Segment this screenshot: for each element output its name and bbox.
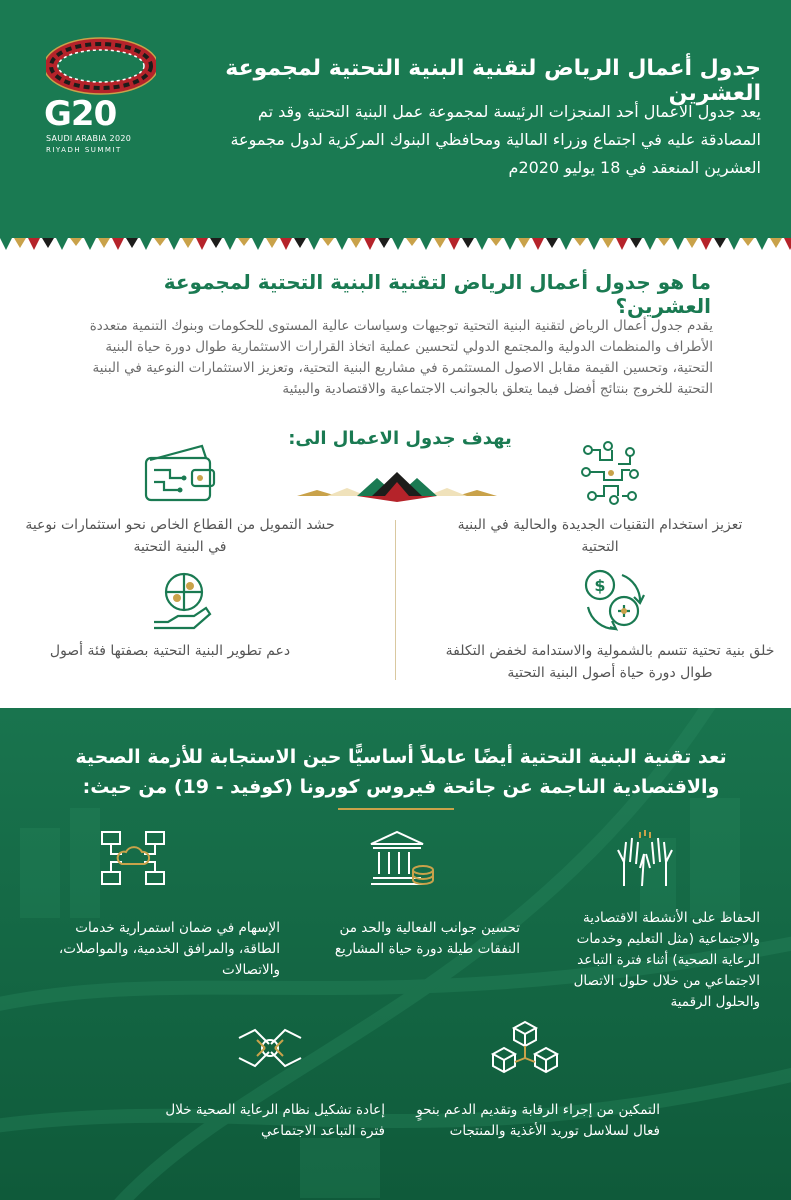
goal-item: خلق بنية تحتية تتسم بالشمولية والاستدامة لخفض التكلفة طوال دورة حياة أصول البنية التحتية <box>445 643 775 681</box>
goals-title: يهدف جدول الاعمال الى: <box>288 428 512 449</box>
bank-coins-icon <box>365 828 435 888</box>
header-description: يعد جدول الأعمال أحد المنجزات الرئيسة لمجموعة عمل البنية التحتية وقد تم المصادقة عليه في اجتماع وزراء المالية ومحافظي البنوك المركزية لدول مجموعة العشرين المنعقد في 18 يوليو 2020م <box>230 102 761 177</box>
logo-title: G20 <box>44 94 117 134</box>
page-title: جدول أعمال الرياض لتقنية البنية التحتية لمجموعة العشرين <box>225 56 761 106</box>
about-body: يقدم جدول أعمال الرياض لتقنية البنية التحتية توجيهات وسياسات عالية المستوى للحكومات وبنوك التنمية متعددة الأطراف والمنظمات الدولية والمجتمع الدولي لتحسين عملية اتخاذ القرارات الاستثمارية طوال دورة حياة البنية التحتية، وتحسين القيمة مقابل الاصول المستثمرة في مشاريع البنية التحتية، وتعزيز الاستثمارات النوعية في البنية التحتية للخروج بنتائج أفضل فيما يتعلق بالجوانب الاجتماعية والاقتصادية والبيئية <box>89 318 713 397</box>
raised-hands-icon <box>610 828 680 888</box>
blockchain-cubes-icon <box>490 1018 560 1078</box>
title-underline <box>338 808 454 810</box>
logo-subtitle: SAUDI ARABIA 2020 <box>46 134 132 143</box>
sustainable-finance-icon <box>578 567 648 633</box>
covid-item: الحفاظ على الأنشطة الاقتصادية والاجتماعية (مثل التعليم وخدمات الرعاية الصحية) أثناء فترة التباعد الاجتماعي من خلال حلول الاتصال والحلول الرقمية <box>573 910 760 1010</box>
cloud-network-icon <box>98 828 168 888</box>
goal-item: دعم تطوير البنية التحتية بصفتها فئة أصول <box>49 643 291 659</box>
covid-section <box>0 708 791 1200</box>
goals-divider <box>395 520 396 680</box>
header-banner <box>0 0 791 238</box>
covid-title: تعد تقنية البنية التحتية أيضًا عاملاً أساسيًّا حين الاستجابة للأزمة الصحية والاقتصادية الناجمة عن جائحة فيروس كورونا (كوفيد - 19) من حيث: <box>75 746 727 798</box>
covid-item: الإسهام في ضمان استمرارية خدمات الطاقة، والمرافق الخدمية، والمواصلات، والاتصالات <box>58 920 280 978</box>
covid-item: التمكين من إجراء الرقابة وتقديم الدعم بنحوٍ فعال لسلاسل توريد الأغذية والمنتجات <box>416 1102 660 1139</box>
circuit-icon <box>578 440 644 506</box>
logo-summit: RIYADH SUMMIT <box>46 146 122 154</box>
sadu-pattern-divider <box>0 232 791 254</box>
svg-text:$: $ <box>594 576 606 595</box>
covid-item: إعادة تشكيل نظام الرعاية الصحية خلال فترة التباعد الاجتماعي <box>165 1102 385 1139</box>
wallet-icon <box>140 440 220 506</box>
covid-item: تحسين جوانب الفعالية والحد من النفقات طيلة دورة حياة المشاريع <box>334 920 520 957</box>
team-hands-icon <box>235 1018 305 1078</box>
hand-puzzle-icon <box>150 570 216 636</box>
goal-item: تعزيز استخدام التقنيات الجديدة والحالية في البنية التحتية <box>457 517 743 555</box>
about-title: ما هو جدول أعمال الرياض لتقنية البنية التحتية لمجموعة العشرين؟ <box>163 270 711 318</box>
g20-logo <box>40 34 160 159</box>
goal-item: حشد التمويل من القطاع الخاص نحو استثمارات نوعية في البنية التحتية <box>25 517 335 555</box>
sadu-motif-icon <box>297 468 497 502</box>
